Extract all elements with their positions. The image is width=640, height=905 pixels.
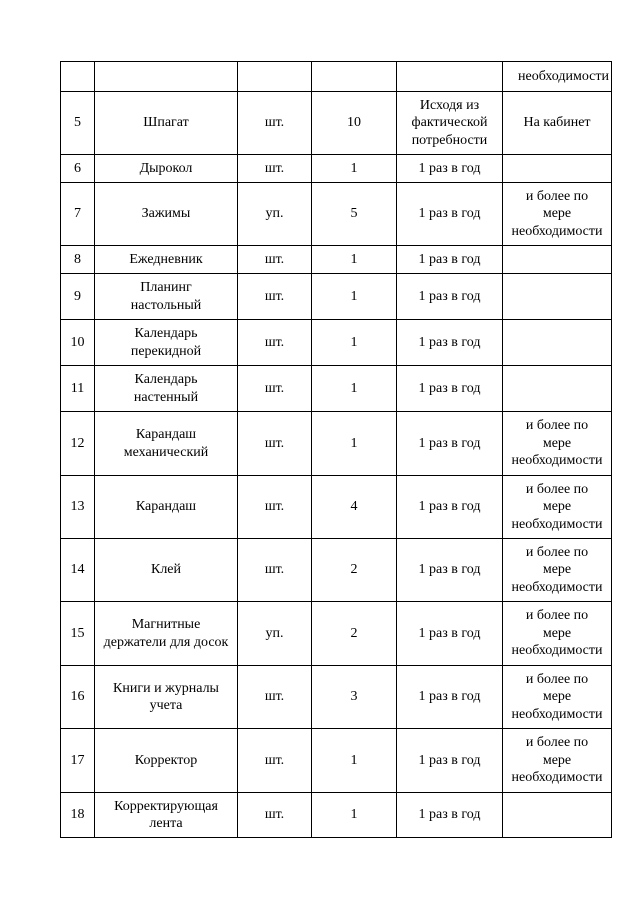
table-row <box>61 793 612 838</box>
cell-unit: шт. <box>238 412 312 476</box>
cell-item-name: Планинг настольный <box>95 274 238 320</box>
cell-row-number: 8 <box>61 246 95 274</box>
cell-row-number: 7 <box>61 183 95 246</box>
cell-note: На кабинет <box>503 92 612 155</box>
cell-row-number: 12 <box>61 412 95 476</box>
table-row <box>61 320 612 366</box>
cell-item-name: Календарь настенный <box>95 366 238 412</box>
cell-unit: шт. <box>238 476 312 539</box>
cell-item-name: Карандаш механический <box>95 412 238 476</box>
table-row <box>61 666 612 729</box>
cell-note <box>503 793 612 838</box>
cell-note: и более по мере необходимости <box>503 412 612 476</box>
cell-quantity: 1 <box>312 155 397 183</box>
cell-row-number: 5 <box>61 92 95 155</box>
cell-unit: уп. <box>238 183 312 246</box>
cell-quantity: 1 <box>312 320 397 366</box>
cell-row-number: 18 <box>61 793 95 838</box>
cell-item-name: Зажимы <box>95 183 238 246</box>
cell-item-name: Клей <box>95 539 238 602</box>
cell-row-number: 15 <box>61 602 95 666</box>
cell-item-name <box>95 62 238 92</box>
cell-frequency: 1 раз в год <box>397 729 503 793</box>
table-row <box>61 183 612 246</box>
cell-row-number: 16 <box>61 666 95 729</box>
cell-quantity: 1 <box>312 793 397 838</box>
cell-quantity: 1 <box>312 274 397 320</box>
cell-unit: шт. <box>238 666 312 729</box>
cell-frequency: 1 раз в год <box>397 155 503 183</box>
cell-item-name: Корректирующая лента <box>95 793 238 838</box>
cell-item-name: Дырокол <box>95 155 238 183</box>
cell-quantity: 1 <box>312 729 397 793</box>
cell-item-name: Книги и журналы учета <box>95 666 238 729</box>
table-row <box>61 92 612 155</box>
table-row <box>61 155 612 183</box>
cell-row-number: 10 <box>61 320 95 366</box>
cell-row-number <box>61 62 95 92</box>
cell-frequency: Исходя из фактической потребности <box>397 92 503 155</box>
cell-row-number: 14 <box>61 539 95 602</box>
cell-unit <box>238 62 312 92</box>
cell-note <box>503 320 612 366</box>
cell-note: и более по мере необходимости <box>503 602 612 666</box>
cell-quantity: 2 <box>312 602 397 666</box>
cell-quantity: 5 <box>312 183 397 246</box>
cell-frequency: 1 раз в год <box>397 666 503 729</box>
cell-frequency: 1 раз в год <box>397 476 503 539</box>
cell-quantity: 1 <box>312 246 397 274</box>
table-row <box>61 62 612 92</box>
cell-row-number: 11 <box>61 366 95 412</box>
cell-quantity: 1 <box>312 412 397 476</box>
cell-quantity: 4 <box>312 476 397 539</box>
cell-row-number: 13 <box>61 476 95 539</box>
cell-unit: шт. <box>238 366 312 412</box>
cell-note <box>503 155 612 183</box>
table-row <box>61 274 612 320</box>
cell-item-name: Корректор <box>95 729 238 793</box>
cell-frequency: 1 раз в год <box>397 320 503 366</box>
cell-unit: уп. <box>238 602 312 666</box>
cell-quantity <box>312 62 397 92</box>
cell-frequency <box>397 62 503 92</box>
cell-note: и более по мере необходимости <box>503 666 612 729</box>
cell-frequency: 1 раз в год <box>397 539 503 602</box>
cell-row-number: 9 <box>61 274 95 320</box>
table-body <box>61 62 612 838</box>
cell-note: и более по мере необходимости <box>503 476 612 539</box>
cell-quantity: 2 <box>312 539 397 602</box>
cell-note: и более по мере необходимости <box>503 539 612 602</box>
cell-note <box>503 274 612 320</box>
cell-note: и более по мере необходимости <box>503 183 612 246</box>
table-row <box>61 729 612 793</box>
cell-note: и более по мере необходимости <box>503 729 612 793</box>
cell-frequency: 1 раз в год <box>397 183 503 246</box>
cell-unit: шт. <box>238 793 312 838</box>
table-row <box>61 602 612 666</box>
table-row <box>61 412 612 476</box>
supplies-table <box>60 61 612 838</box>
cell-note: необходимости <box>503 62 612 92</box>
cell-note <box>503 246 612 274</box>
cell-note <box>503 366 612 412</box>
cell-frequency: 1 раз в год <box>397 274 503 320</box>
cell-item-name: Карандаш <box>95 476 238 539</box>
cell-item-name: Ежедневник <box>95 246 238 274</box>
cell-unit: шт. <box>238 729 312 793</box>
cell-unit: шт. <box>238 92 312 155</box>
cell-item-name: Шпагат <box>95 92 238 155</box>
table-row <box>61 539 612 602</box>
cell-unit: шт. <box>238 539 312 602</box>
cell-quantity: 10 <box>312 92 397 155</box>
cell-row-number: 17 <box>61 729 95 793</box>
cell-unit: шт. <box>238 320 312 366</box>
cell-quantity: 1 <box>312 366 397 412</box>
table-row <box>61 476 612 539</box>
cell-frequency: 1 раз в год <box>397 412 503 476</box>
cell-item-name: Календарь перекидной <box>95 320 238 366</box>
cell-frequency: 1 раз в год <box>397 246 503 274</box>
cell-quantity: 3 <box>312 666 397 729</box>
cell-unit: шт. <box>238 155 312 183</box>
cell-item-name: Магнитные держатели для досок <box>95 602 238 666</box>
cell-row-number: 6 <box>61 155 95 183</box>
table-row <box>61 246 612 274</box>
cell-frequency: 1 раз в год <box>397 602 503 666</box>
cell-frequency: 1 раз в год <box>397 793 503 838</box>
cell-frequency: 1 раз в год <box>397 366 503 412</box>
cell-unit: шт. <box>238 246 312 274</box>
cell-unit: шт. <box>238 274 312 320</box>
table-row <box>61 366 612 412</box>
